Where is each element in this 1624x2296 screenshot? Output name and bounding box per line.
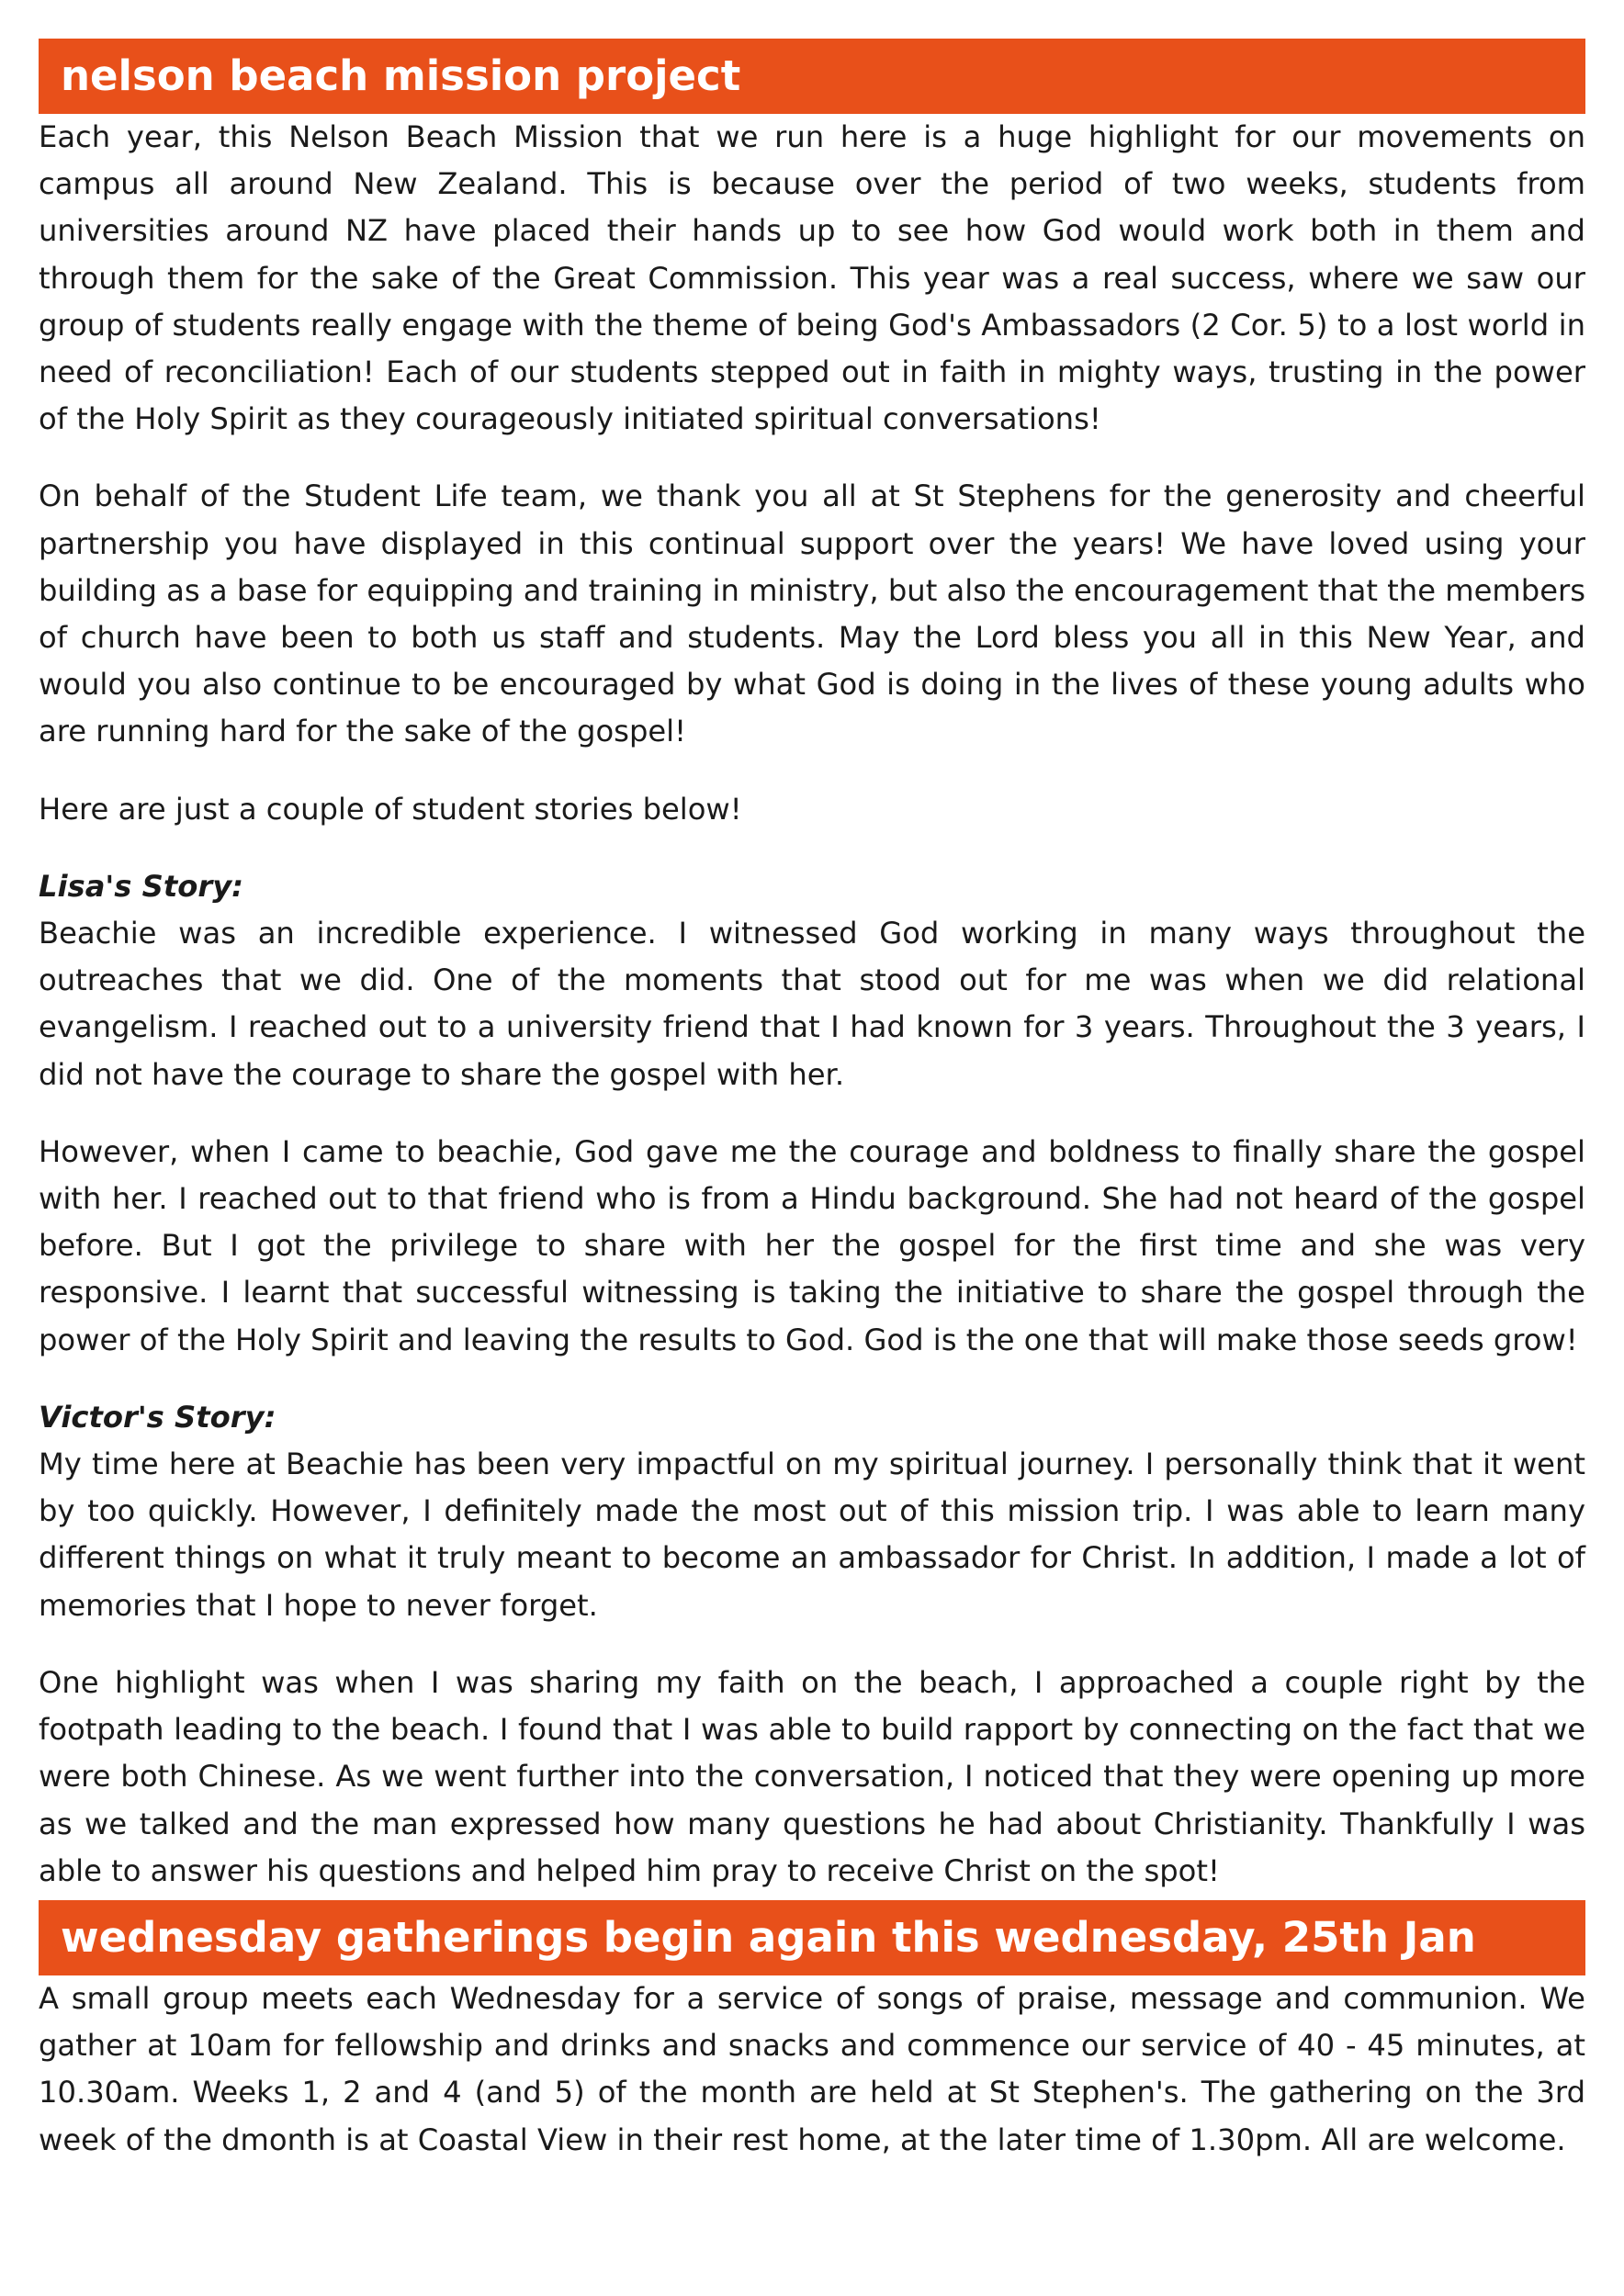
wednesday-section-heading: wednesday gatherings begin again this wednesday, 25th Jan (39, 1900, 1585, 1975)
wednesday-gatherings-section (39, 1900, 1585, 2164)
nelson-section-heading: nelson beach mission project (39, 39, 1585, 114)
victor-story (39, 1394, 1585, 1895)
victor-story-paragraph: One highlight was when I was sharing my faith on the beach, I approached a couple right by the footpath leading to the beach. I found that I was able to build rapport by connecting on the fact that we were both Chinese. As we went further into the conversation, I noticed that they were opening up more as we talked and the man expressed how many questions he had about Christianity. Thankfully I was able to answer his questions and helped him pray to receive Christ on the spot! (39, 1664, 1585, 1888)
lisa-story-title: Lisa's Story: (39, 868, 244, 904)
victor-story-paragraph: My time here at Beachie has been very impactful on my spiritual journey. I personally think that it went by too quickly. However, I definitely made the most out of this mission trip. I was able to learn many different things on what it truly meant to become an ambassador for Christ. In addition, I made a lot of memories that I hope to never forget. (39, 1446, 1585, 1623)
stories-lead-paragraph: Here are just a couple of student stories below! (39, 791, 742, 827)
lisa-story-paragraph: However, when I came to beachie, God gave me the courage and boldness to finally share the gospel with her. I reached out to that friend who is from a Hindu background. She had not heard of the gospel before. But I got the privilege to share with her the gospel for the first time and she was very responsive. I learnt that successful witnessing is taking the initiative to share the gospel through the power of the Holy Spirit and leaving the results to God. God is the one that will make those seeds grow! (39, 1133, 1585, 1357)
wednesday-paragraph: A small group meets each Wednesday for a service of songs of praise, message and communion. We gather at 10am for fellowship and drinks and snacks and commence our service of 40 - 45 minutes, at 10.30am. Weeks 1, 2 and 4 (and 5) of the month are held at St Stephen's. The gathering on the 3rd week of the dmonth is at Coastal View in their rest home, at the later time of 1.30pm. All are welcome. (39, 1980, 1585, 2157)
intro-paragraph: Each year, this Nelson Beach Mission that we run here is a huge highlight for our movements on campus all around New Zealand. This is because over the period of two weeks, students from universities around NZ have placed their hands up to see how God would work both in them and through them for the sake of the Great Commission. This year was a real success, where we saw our group of students really engage with the theme of being God's Ambassadors (2 Cor. 5) to a lost world in need of reconciliation! Each of our students stepped out in faith in mighty ways, trusting in the power of the Holy Spirit as they courageously initiated spiritual conversations! (39, 119, 1585, 437)
lisa-story-paragraph: Beachie was an incredible experience. I witnessed God working in many ways throughout the outreaches that we did. One of the moments that stood out for me was when we did relational evangelism. I reached out to a university friend that I had known for 3 years. Throughout the 3 years, I did not have the courage to share the gospel with her. (39, 916, 1585, 1092)
victor-story-title: Victor's Story: (39, 1399, 276, 1435)
lisa-story (39, 863, 1585, 1364)
thanks-paragraph: On behalf of the Student Life team, we thank you all at St Stephens for the generosity and cheerful partnership you have displayed in this continual support over the years! We have loved using your building as a base for equipping and training in ministry, but also the encouragement that the members of church have been to both us staff and students. May the Lord bless you all in this New Year, and would you also continue to be encouraged by what God is doing in the lives of these young adults who are running hard for the sake of the gospel! (39, 478, 1585, 749)
newsletter-page (39, 39, 1585, 2164)
nelson-beach-mission-section (39, 39, 1585, 1895)
